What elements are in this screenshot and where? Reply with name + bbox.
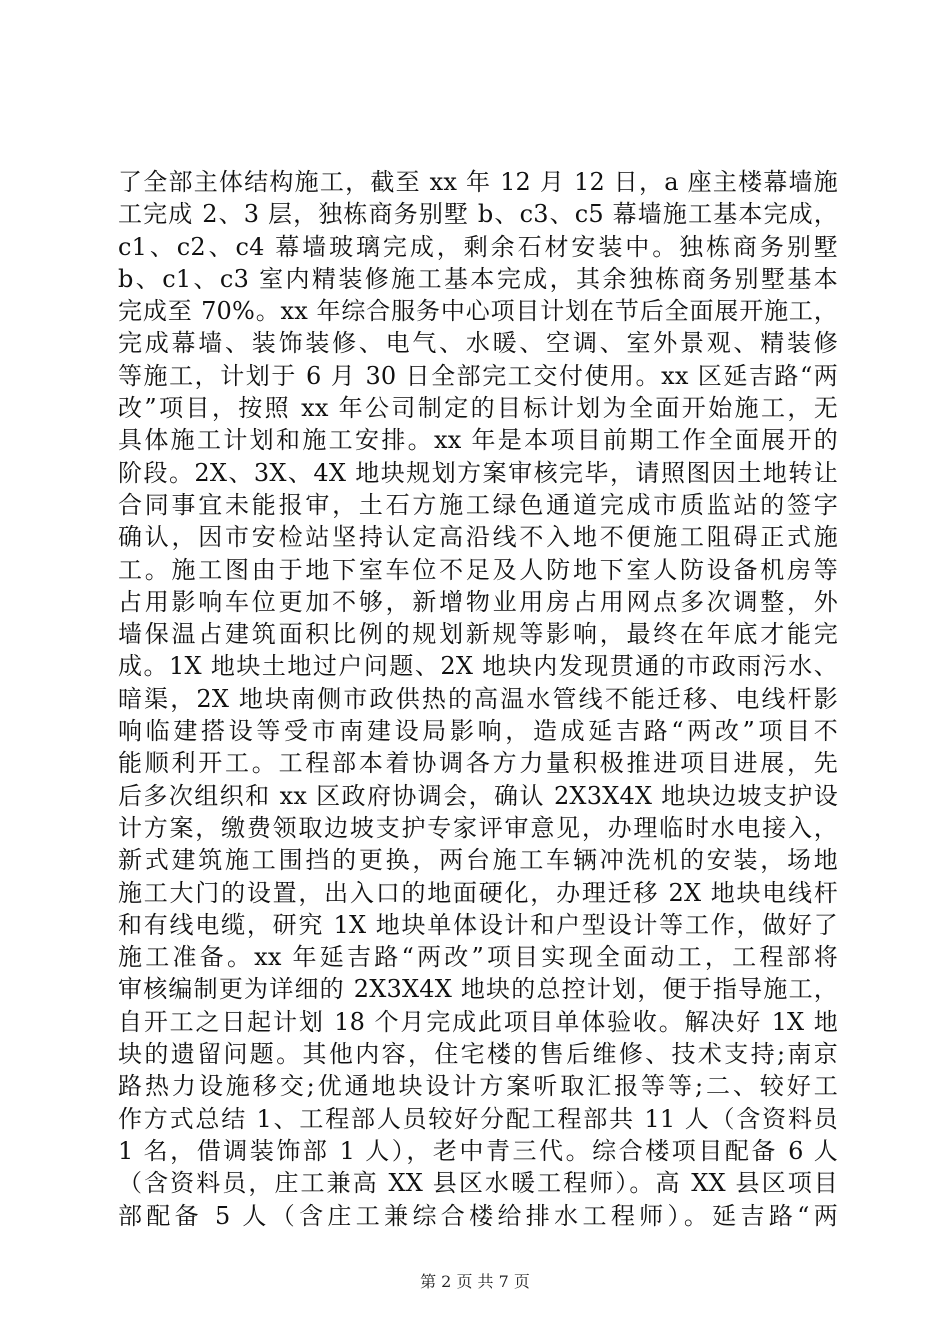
text-line: 自开工之日起计划 18 个月完成此项目单体验收。解决好 1X 地 [118, 1007, 838, 1036]
text-line: 暗渠，2X 地块南侧市政供热的高温水管线不能迁移、电线杆影 [118, 684, 838, 713]
text-line: 工完成 2、3 层，独栋商务别墅 b、c3、c5 幕墙施工基本完成， [118, 200, 838, 229]
text-line: 施工准备。xx 年延吉路“两改”项目实现全面动工，工程部将 [118, 943, 838, 972]
text-line: 合同事宜未能报审，土石方施工绿色通道完成市质监站的签字 [118, 490, 838, 519]
page-footer: 第 2 页 共 7 页 [420, 1272, 530, 1291]
text-line: 改”项目，按照 xx 年公司制定的目标计划为全面开始施工，无 [118, 394, 838, 423]
text-line: 确认，因市安检站坚持认定高沿线不入地不便施工阻碍正式施 [118, 523, 838, 552]
text-line: 具体施工计划和施工安排。xx 年是本项目前期工作全面展开的 [118, 426, 838, 455]
text-line: 部配备 5 人（含庄工兼综合楼给排水工程师）。延吉路“两 [118, 1201, 838, 1230]
text-line: 响临建搭设等受市南建设局影响，造成延吉路“两改”项目不 [118, 717, 838, 746]
text-line: 阶段。2X、3X、4X 地块规划方案审核完毕，请照图因土地转让 [118, 458, 838, 487]
text-line: 后多次组织和 xx 区政府协调会，确认 2X3X4X 地块边坡支护设 [118, 781, 838, 810]
text-line: 块的遗留问题。其他内容，住宅楼的售后维修、技术支持;南京 [118, 1040, 838, 1069]
text-line: （含资料员，庄工兼高 XX 县区水暖工程师）。高 XX 县区项目 [118, 1169, 838, 1198]
text-line: 能顺利开工。工程部本着协调各方力量积极推进项目进展，先 [118, 749, 838, 778]
text-line: 墙保温占建筑面积比例的规划新规等影响，最终在年底才能完 [118, 620, 838, 649]
text-line: 完成幕墙、装饰装修、电气、水暖、空调、室外景观、精装修 [118, 329, 838, 358]
text-line: 路热力设施移交;优通地块设计方案听取汇报等等;二、较好工 [118, 1072, 838, 1101]
text-line: 工。施工图由于地下室车位不足及人防地下室人防设备机房等 [118, 555, 838, 584]
body-text [118, 166, 838, 1232]
text-line: 完成至 70%。xx 年综合服务中心项目计划在节后全面展开施工， [118, 297, 838, 326]
text-line: 占用影响车位更加不够，新增物业用房占用网点多次调整，外 [118, 587, 838, 616]
text-line: c1、c2、c4 幕墙玻璃完成，剩余石材安装中。独栋商务别墅 [118, 232, 838, 261]
text-line: 了全部主体结构施工，截至 xx 年 12 月 12 日，a 座主楼幕墙施 [118, 168, 838, 196]
text-line: 新式建筑施工围挡的更换，两台施工车辆冲洗机的安装，场地 [118, 846, 838, 875]
text-line: 作方式总结 1、工程部人员较好分配工程部共 11 人（含资料员 [118, 1104, 838, 1133]
text-line: 等施工，计划于 6 月 30 日全部完工交付使用。xx 区延吉路“两 [118, 361, 838, 390]
text-line: 施工大门的设置，出入口的地面硬化，办理迁移 2X 地块电线杆 [118, 878, 838, 907]
text-line: 审核编制更为详细的 2X3X4X 地块的总控计划，便于指导施工， [118, 975, 838, 1004]
text-line: b、c1、c3 室内精装修施工基本完成，其余独栋商务别墅基本 [118, 264, 838, 293]
text-line: 和有线电缆，研究 1X 地块单体设计和户型设计等工作，做好了 [118, 910, 838, 939]
text-line: 成。1X 地块土地过户问题、2X 地块内发现贯通的市政雨污水、 [118, 652, 838, 681]
text-line: 计方案，缴费领取边坡支护专家评审意见，办理临时水电接入， [118, 813, 838, 842]
text-line: 1 名，借调装饰部 1 人），老中青三代。综合楼项目配备 6 人 [118, 1136, 838, 1165]
